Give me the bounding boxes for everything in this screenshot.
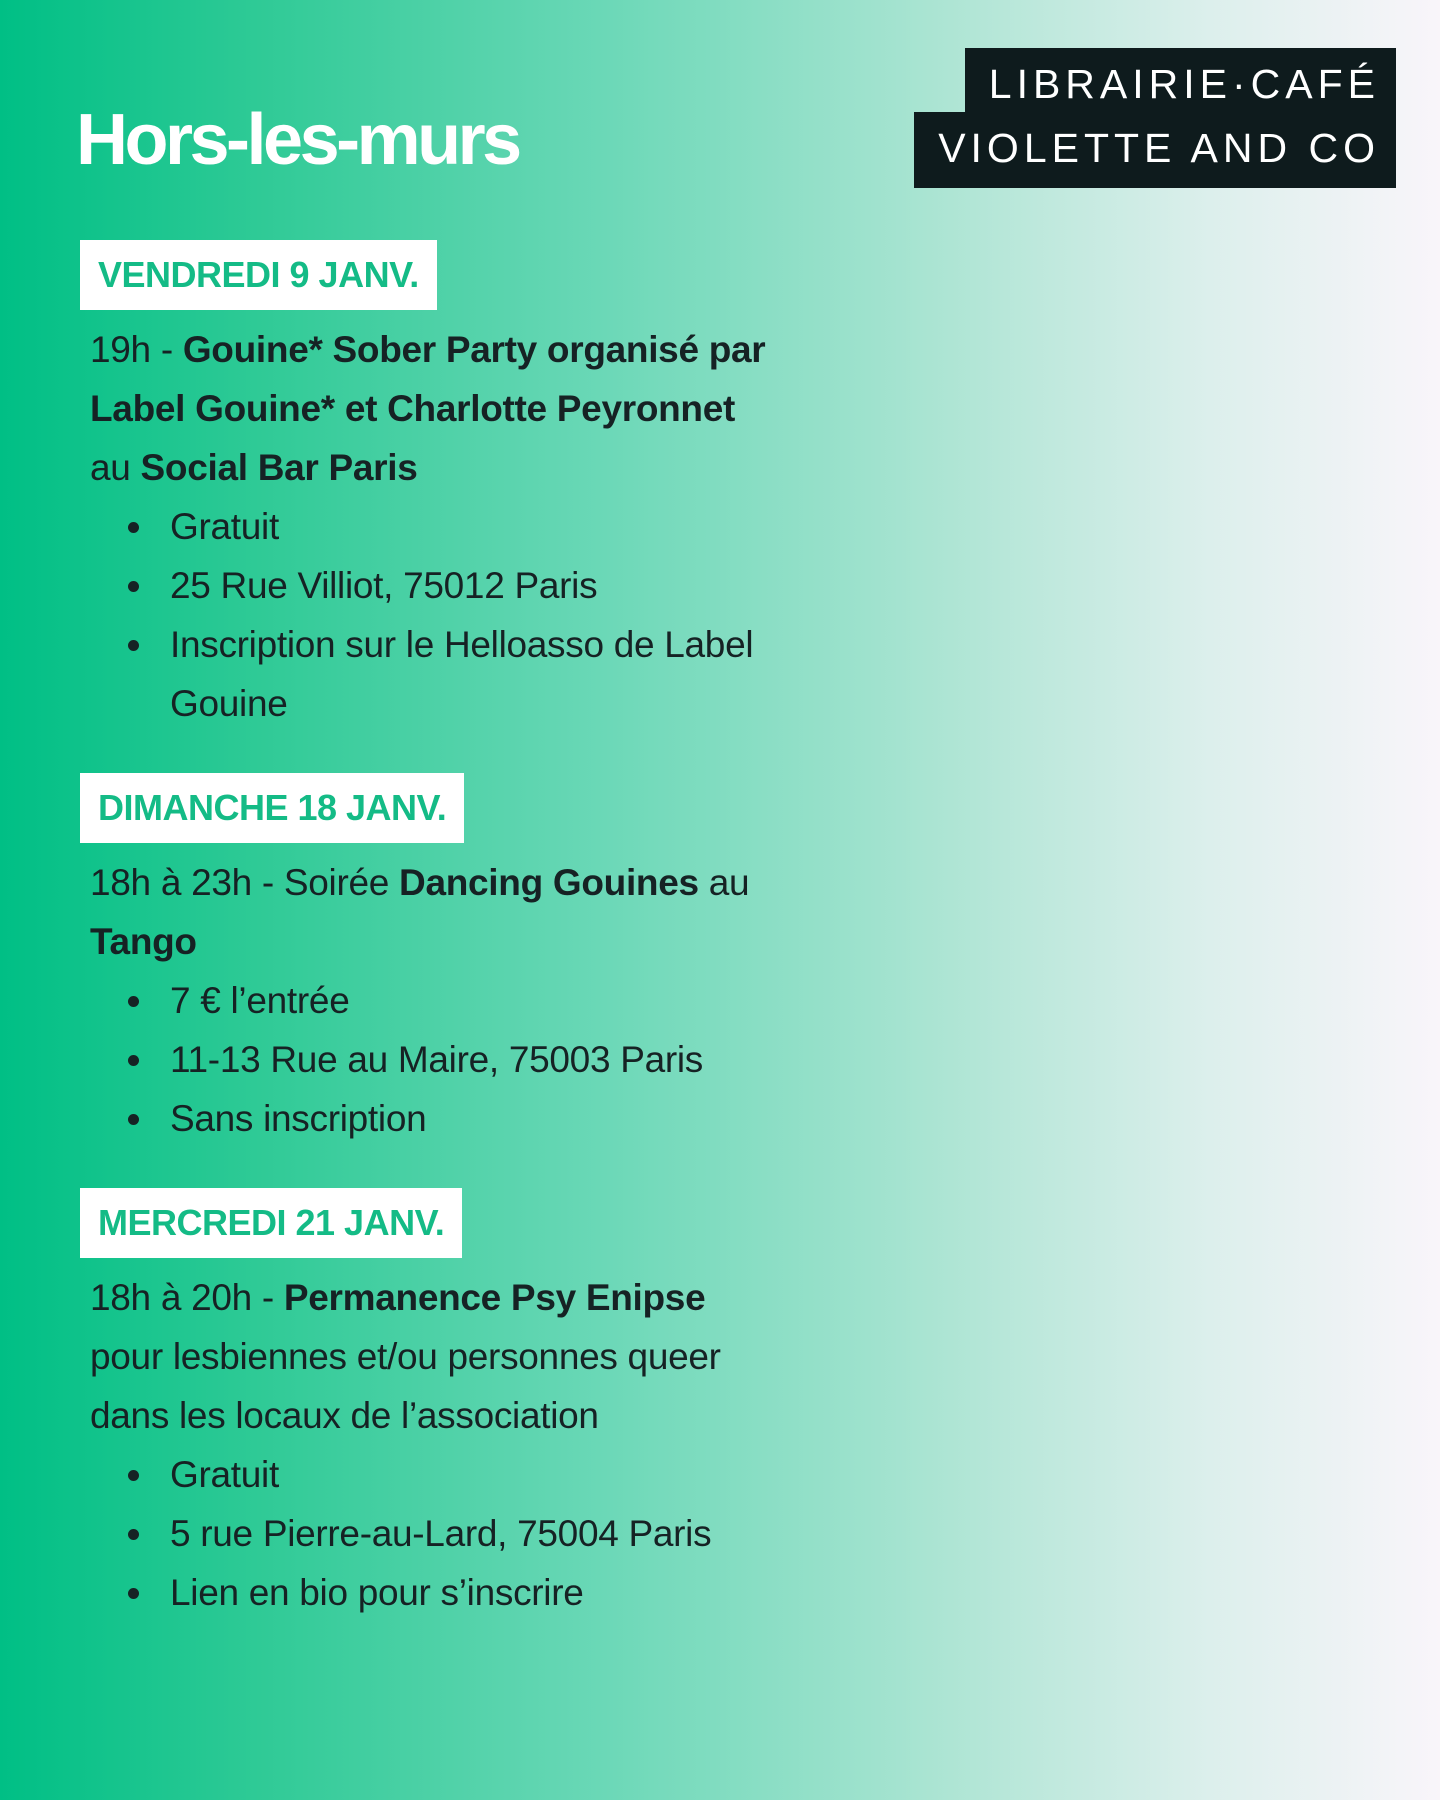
event-detail-text: Lien en bio pour s’inscrire xyxy=(170,1572,584,1613)
event-detail-item xyxy=(128,1563,780,1622)
event-time: 19h - xyxy=(90,329,183,370)
logo-line-1: LIBRAIRIE·CAFÉ xyxy=(965,48,1396,116)
event-venue: Social Bar Paris xyxy=(140,447,418,488)
event-list xyxy=(80,240,780,1622)
event-date-badge: VENDREDI 9 JANV. xyxy=(80,240,437,310)
event-time: 18h à 20h - xyxy=(90,1277,284,1318)
event-title: Permanence Psy Enipse xyxy=(283,1277,706,1318)
event-card xyxy=(80,773,780,1148)
event-detail-item xyxy=(128,615,780,733)
event-details xyxy=(80,497,780,733)
bullet-icon xyxy=(128,581,139,592)
event-description xyxy=(90,320,780,497)
bullet-icon xyxy=(128,1529,139,1540)
event-detail-text: Gratuit xyxy=(170,506,279,547)
logo-line-2: VIOLETTE AND CO xyxy=(914,112,1396,188)
event-detail-item xyxy=(128,1089,780,1148)
event-detail-text: 7 € l’entrée xyxy=(170,980,350,1021)
event-title: Dancing Gouines xyxy=(399,862,699,903)
event-detail-item xyxy=(128,1445,780,1504)
event-venue: Tango xyxy=(90,921,197,962)
event-description-text: pour lesbiennes et/ou personnes queer dans les locaux de l’association xyxy=(90,1336,721,1436)
event-date-badge: MERCREDI 21 JANV. xyxy=(80,1188,462,1258)
event-detail-text: Gratuit xyxy=(170,1454,279,1495)
event-description xyxy=(90,1268,780,1445)
event-detail-item xyxy=(128,497,780,556)
event-details xyxy=(80,971,780,1148)
event-date-badge: DIMANCHE 18 JANV. xyxy=(80,773,464,843)
logo xyxy=(896,48,1396,188)
event-detail-item xyxy=(128,1504,780,1563)
event-detail-item xyxy=(128,556,780,615)
bullet-icon xyxy=(128,522,139,533)
page-title: Hors-les-murs xyxy=(76,100,519,180)
bullet-icon xyxy=(128,1114,139,1125)
event-card xyxy=(80,240,780,733)
event-time: 18h à 23h - Soirée xyxy=(90,862,400,903)
event-detail-item xyxy=(128,1030,780,1089)
event-description-text: au xyxy=(698,862,750,903)
event-detail-text: Sans inscription xyxy=(170,1098,427,1139)
bullet-icon xyxy=(128,1588,139,1599)
event-detail-item xyxy=(128,971,780,1030)
event-detail-text: 25 Rue Villiot, 75012 Paris xyxy=(170,565,598,606)
bullet-icon xyxy=(128,640,139,651)
event-description-text: au xyxy=(90,447,141,488)
event-card xyxy=(80,1188,780,1622)
event-detail-text: 5 rue Pierre-au-Lard, 75004 Paris xyxy=(170,1513,712,1554)
event-detail-text: 11-13 Rue au Maire, 75003 Paris xyxy=(170,1039,703,1080)
event-detail-text: Inscription sur le Helloasso de Label Gouine xyxy=(170,624,754,724)
event-details xyxy=(80,1445,780,1622)
event-description xyxy=(90,853,780,971)
event-title: Gouine* Sober Party organisé par Label Gouine* et Charlotte Peyronnet xyxy=(90,329,766,429)
bullet-icon xyxy=(128,1055,139,1066)
bullet-icon xyxy=(128,1470,139,1481)
bullet-icon xyxy=(128,996,139,1007)
